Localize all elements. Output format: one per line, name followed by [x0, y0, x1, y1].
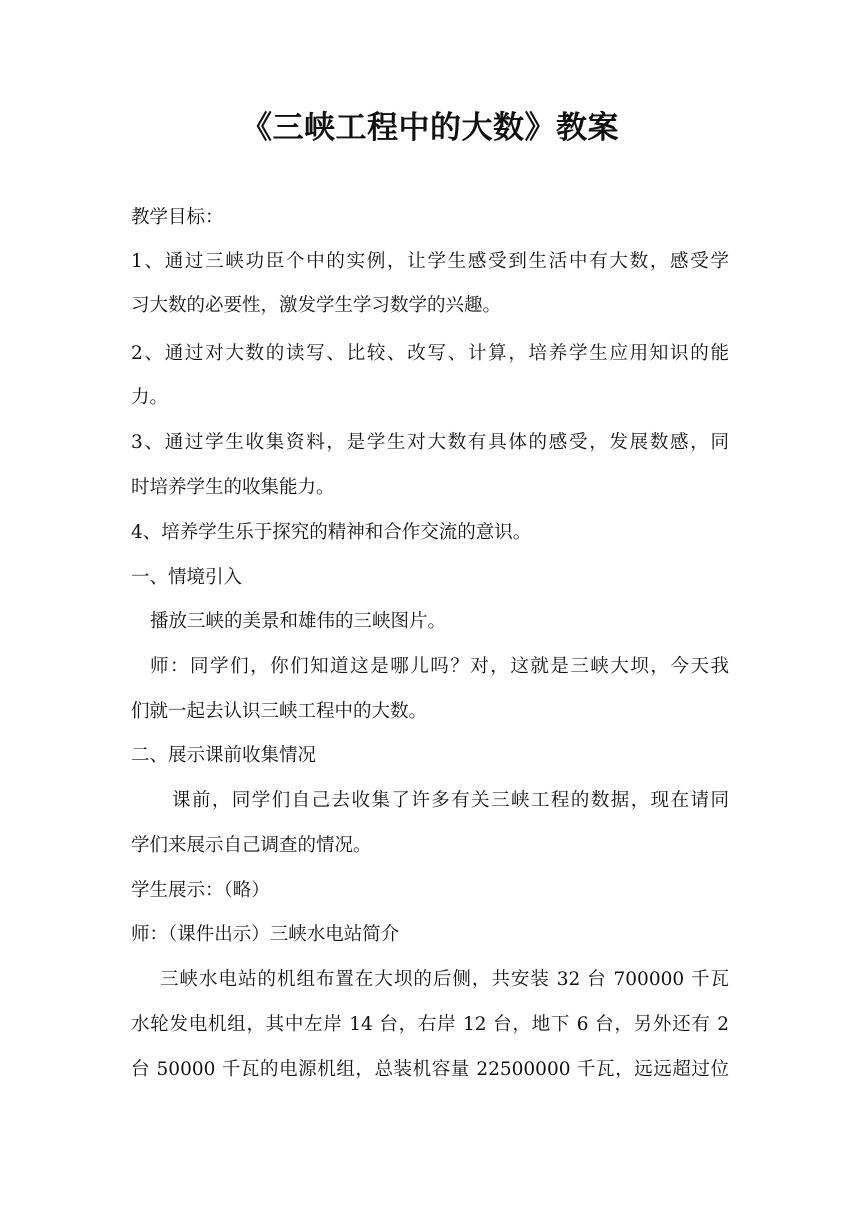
text-line: 时培养学生的收集能力。 — [131, 477, 335, 498]
text-line: 学们来展示自己调查的情况。 — [131, 835, 372, 856]
text-line: 三峡水电站的机组布置在大坝的后侧，共安装 32 台 700000 千瓦 — [160, 969, 729, 990]
text-line: 3、通过学生收集资料，是学生对大数有具体的感受，发展数感，同 — [131, 432, 729, 453]
text-line: 1、通过三峡功臣个中的实例，让学生感受到生活中有大数，感受学 — [131, 251, 729, 272]
text-line: 学生展示：（略） — [131, 880, 270, 901]
text-line: 课前，同学们自己去收集了许多有关三峡工程的数据，现在请同 — [172, 790, 729, 811]
text-line: 师：同学们，你们知道这是哪儿吗？对，这就是三峡大坝，今天我 — [150, 656, 729, 677]
text-line: 4、培养学生乐于探究的精神和合作交流的意识。 — [131, 522, 532, 543]
text-line: 水轮发电机组，其中左岸 14 台，右岸 12 台，地下 6 台，另外还有 2 — [131, 1014, 729, 1035]
text-line: 教学目标： — [131, 207, 224, 228]
document-title: 《三峡工程中的大数》教案 — [241, 110, 619, 146]
text-line: 们就一起去认识三峡工程中的大数。 — [131, 701, 428, 722]
section-heading: 二、展示课前收集情况 — [131, 745, 317, 766]
text-line: 师：（课件出示）三峡水电站简介 — [131, 924, 400, 945]
text-line: 台 50000 千瓦的电源机组，总装机容量 22500000 千瓦，远远超过位 — [131, 1059, 729, 1080]
text-line: 习大数的必要性，激发学生学习数学的兴趣。 — [131, 295, 502, 316]
text-line: 2、通过对大数的读写、比较、改写、计算，培养学生应用知识的能 — [131, 343, 729, 364]
text-line: 播放三峡的美景和雄伟的三峡图片。 — [150, 611, 447, 632]
section-heading: 一、情境引入 — [131, 567, 243, 588]
text-line: 力。 — [131, 387, 169, 408]
